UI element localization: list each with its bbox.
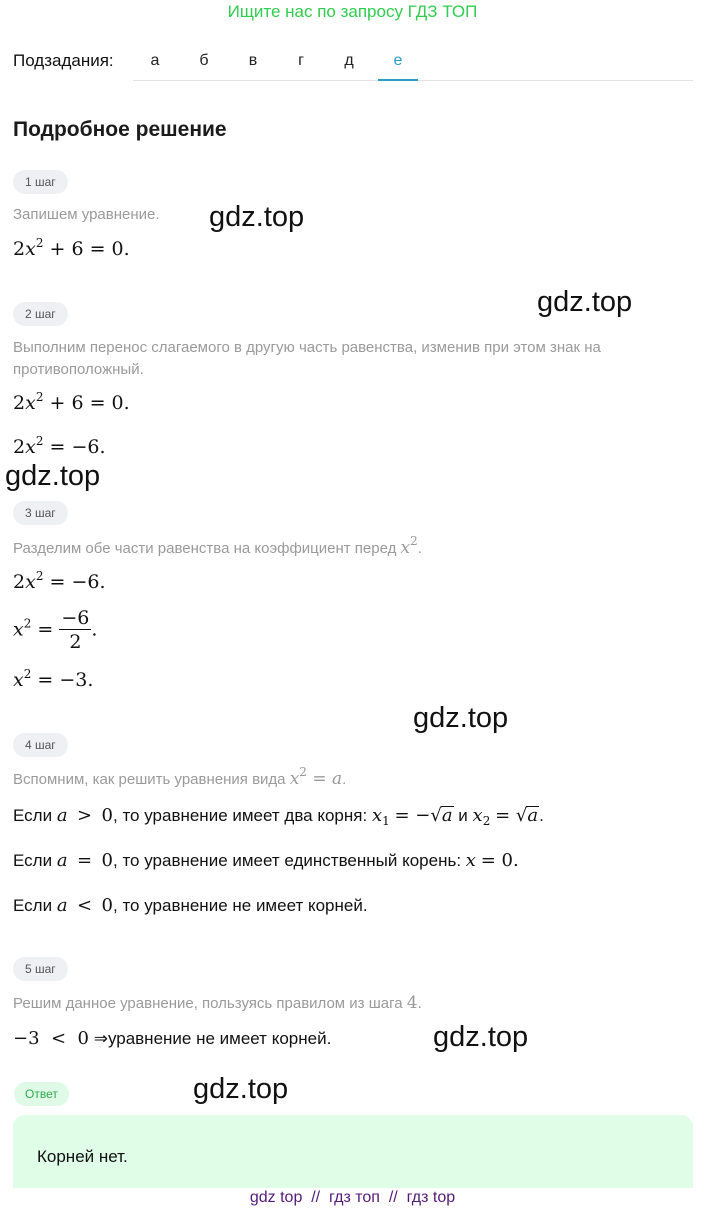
watermark: gdz.top: [5, 460, 101, 492]
rule-2-text: , то уравнение имеет единственный корень:: [113, 851, 462, 870]
rule-1-text: , то уравнение имеет два корня:: [113, 806, 368, 825]
tab-e[interactable]: е: [378, 48, 418, 81]
step-5-text-label: Решим данное уравнение, пользуясь правилом из шага: [13, 995, 403, 1012]
answer-text: Корней нет.: [37, 1147, 128, 1166]
step-1-equation: $2x^2 + 6 = 0$.: [13, 236, 130, 260]
step-5-conclusion: −3 < 0 ⇒уравнение не имеет корней.: [13, 1028, 332, 1049]
step-5-badge: 5 шаг: [13, 957, 68, 981]
watermark: gdz.top: [413, 702, 509, 734]
rule-3-text: , то уравнение не имеет корней.: [113, 896, 368, 915]
step-4-badge: 4 шаг: [13, 733, 68, 757]
rule-1: Если a > 0, то уравнение имеет два корня: $x_1 = -√a$ и $x_2 = √a$.: [13, 805, 544, 828]
footer-link-gdz-top[interactable]: gdz top: [249, 1189, 303, 1206]
page-title: Подробное решение: [13, 118, 227, 141]
tab-a[interactable]: а: [150, 52, 160, 69]
footer-separator: //: [311, 1189, 321, 1206]
step-3-badge: 3 шаг: [13, 501, 68, 525]
rule-2: Если a = 0, то уравнение имеет единственный корень: x = 0.: [13, 850, 519, 871]
promo-banner: Ищите нас по запросу ГДЗ ТОП: [227, 2, 478, 21]
footer-links: [0, 1189, 705, 1207]
rule-3: Если a < 0, то уравнение не имеет корней.: [13, 895, 368, 916]
footer-link-gdz-top-ru[interactable]: гдз топ: [329, 1189, 380, 1206]
step-3-equation-1: $2x^2 = -6$.: [13, 569, 106, 593]
tab-b[interactable]: б: [199, 52, 209, 69]
watermark: gdz.top: [193, 1073, 289, 1105]
subtasks-label: Подзадания:: [13, 51, 114, 70]
step-1-badge: 1 шаг: [13, 170, 68, 194]
watermark: gdz.top: [209, 201, 305, 233]
step-3-equation-2: $x^2$ = $\frac{-6}{2}$ .: [13, 607, 98, 653]
step-2-equation-2: $2x^2 = -6$.: [13, 434, 106, 458]
rule-3-if: Если: [13, 896, 53, 915]
answer-box: [13, 1115, 693, 1188]
footer-separator: //: [388, 1189, 398, 1206]
step-5-conclusion-text: уравнение не имеет корней.: [107, 1029, 332, 1048]
subtask-tabs: [133, 48, 693, 81]
step-2-equation-1: $2x^2 + 6 = 0$.: [13, 390, 130, 414]
footer-link-gdz-top-mixed[interactable]: гдз top: [406, 1189, 456, 1206]
step-5-text: Решим данное уравнение, пользуясь правилом из шага 4.: [13, 993, 422, 1013]
rule-1-and: и: [458, 806, 468, 825]
tab-v[interactable]: в: [248, 52, 258, 69]
step-2-text-line2: противоположный.: [13, 361, 144, 378]
step-2-text-line1: Выполним перенос слагаемого в другую часть равенства, изменив при этом знак на: [13, 339, 601, 356]
step-1-text: Запишем уравнение.: [13, 206, 160, 223]
watermark: gdz.top: [537, 286, 633, 318]
step-3-text: Разделим обе части равенства на коэффициент перед $x^2$.: [13, 534, 422, 558]
tab-d[interactable]: д: [344, 52, 354, 69]
rule-1-if: Если: [13, 806, 53, 825]
step-3-text-label: Разделим обе части равенства на коэффициент перед: [13, 540, 397, 557]
step-3-equation-3: $x^2 = -3$.: [13, 667, 94, 691]
rule-2-if: Если: [13, 851, 53, 870]
tab-g[interactable]: г: [298, 52, 304, 69]
answer-badge: Ответ: [14, 1082, 69, 1106]
step-2-badge: 2 шаг: [13, 302, 68, 326]
step-4-text-label: Вспомним, как решить уравнения вида: [13, 771, 286, 788]
watermark: gdz.top: [433, 1021, 529, 1053]
step-4-text: Вспомним, как решить уравнения вида $x^2 = a$.: [13, 765, 347, 789]
